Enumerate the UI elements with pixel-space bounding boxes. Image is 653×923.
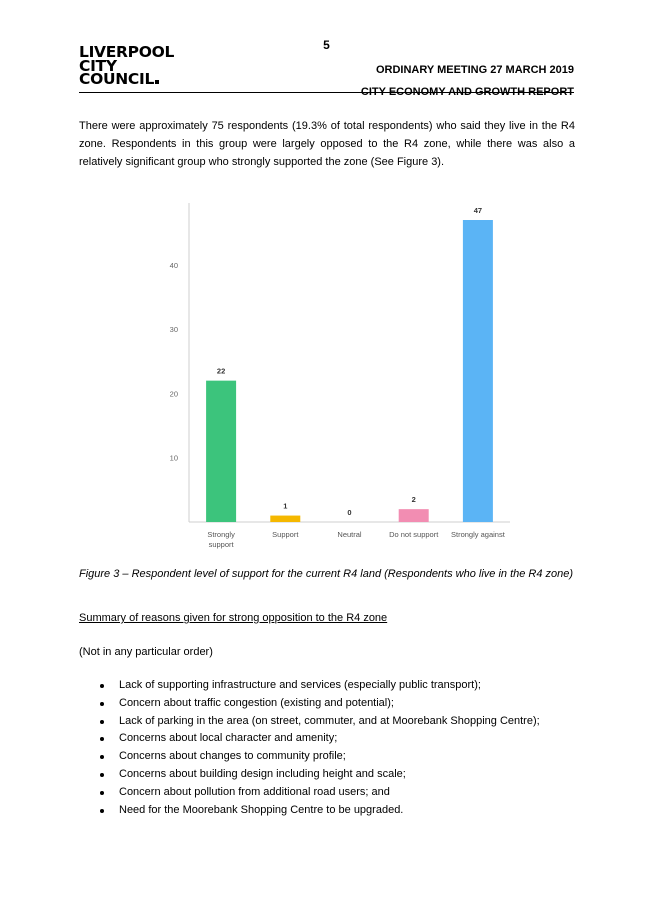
x-tick-label: Support (272, 530, 299, 539)
list-item: Concerns about local character and amenity; (79, 730, 579, 748)
list-item: Concern about traffic congestion (existing and potential); (79, 695, 579, 713)
data-label: 22 (216, 366, 226, 376)
list-item: Concern about pollution from additional road users; and (79, 784, 579, 802)
y-tick-label: 10 (169, 453, 178, 463)
support-bar-chart (150, 195, 520, 550)
document-header (361, 59, 574, 103)
report-title: CITY ECONOMY AND GROWTH REPORT (360, 86, 574, 98)
y-tick-label: 20 (169, 389, 178, 399)
list-item: Lack of supporting infrastructure and services (especially public transport); (79, 677, 579, 695)
logo-line: COUNCIL (79, 70, 155, 88)
list-item: Concerns about changes to community profile; (79, 748, 579, 766)
list-item: Concerns about building design including height and scale; (79, 766, 579, 784)
data-label: 2 (411, 495, 416, 505)
list-item: Lack of parking in the area (on street, commuter, and at Moorebank Shopping Centre); (79, 713, 579, 731)
intro-paragraph: There were approximately 75 respondents (19.3% of total respondents) who said they live in the R4 zone. Respondents in this group were largely opposed to the R4 zone, while there was also a relatively significant group who strongly supported the zone (See Figure 3). (79, 120, 575, 168)
section-subheading: Summary of reasons given for strong opposition to the R4 zone (79, 612, 388, 624)
list-item: Need for the Moorebank Shopping Centre to be upgraded. (79, 802, 579, 820)
figure-caption: Figure 3 – Respondent level of support for the current R4 land (Respondents who live in the R4 zone) (79, 568, 574, 580)
bar (463, 220, 493, 522)
order-note: (Not in any particular order) (79, 646, 213, 658)
y-tick-label: 40 (169, 260, 178, 270)
logo-line: LIVERPOOL (79, 43, 175, 61)
bar (399, 509, 429, 522)
x-tick-label: Do not support (389, 530, 439, 539)
bar (206, 381, 236, 522)
logo-line: CITY (79, 56, 117, 75)
data-label: 47 (473, 206, 483, 215)
council-logo (79, 43, 175, 88)
x-tick-label: Strongly (207, 530, 235, 539)
x-tick-label: Strongly against (451, 530, 505, 539)
x-tick-label: support (208, 540, 234, 549)
logo-dot-icon (155, 80, 159, 84)
data-label: 0 (347, 508, 352, 517)
y-tick-label: 30 (169, 325, 178, 335)
x-tick-label: Neutral (337, 530, 362, 539)
reasons-list (79, 677, 579, 819)
header-divider (79, 92, 574, 93)
page-number: 5 (323, 38, 330, 52)
data-label: 1 (283, 501, 288, 511)
meeting-title: ORDINARY MEETING 27 MARCH 2019 (375, 64, 574, 76)
bar (270, 516, 300, 522)
